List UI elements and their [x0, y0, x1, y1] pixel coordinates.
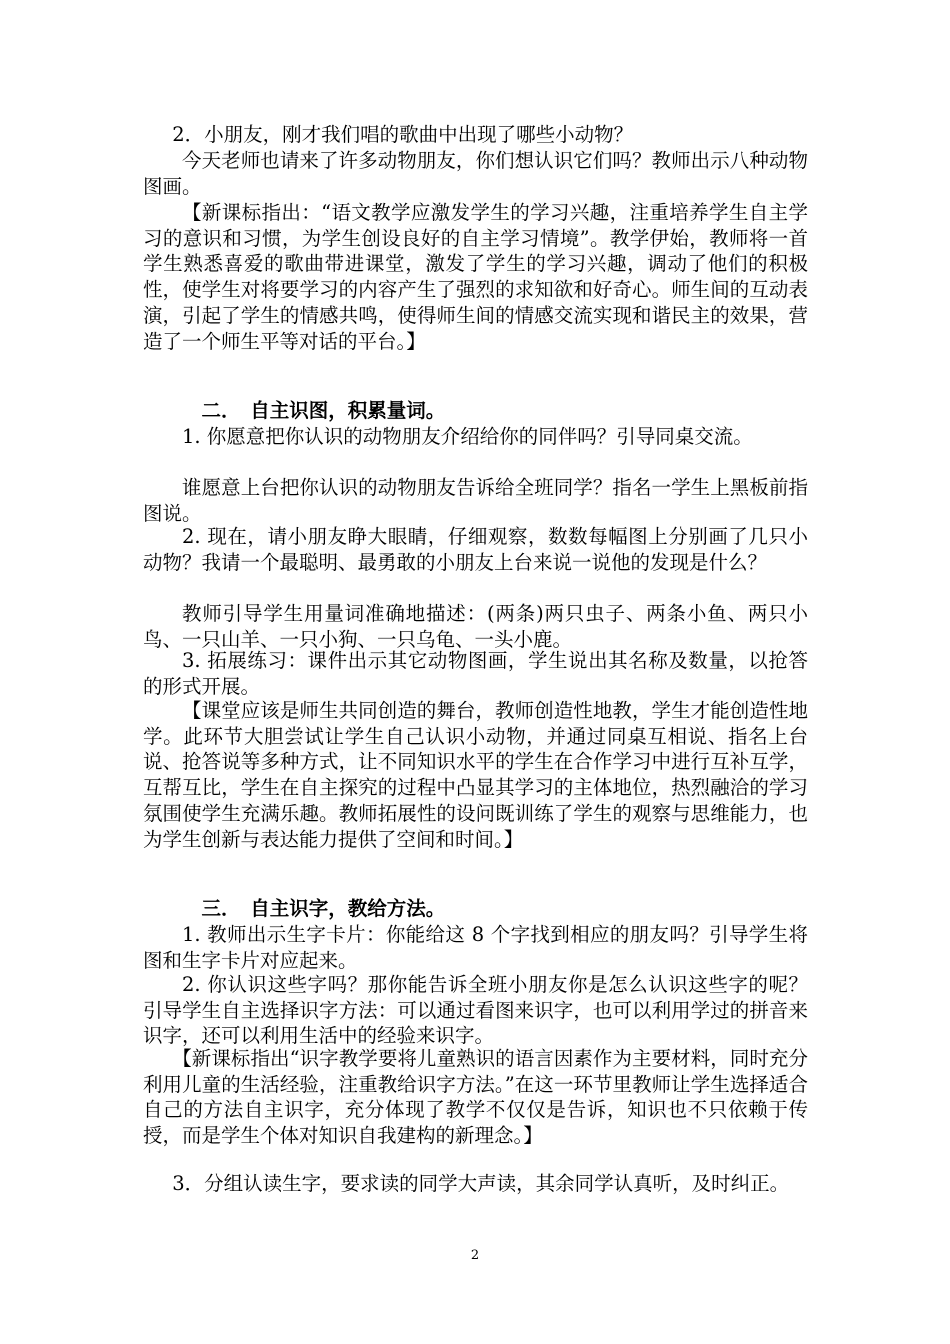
- paragraph-commentary-2: 【课堂应该是师生共同创造的舞台，教师创造性地教，学生才能创造性地学。此环节大胆尝试让学生自己认识小动物，并通过同桌互相说、指名上台说、抢答说等多种方式，让不同知识水平的学生在合作学习中进行互补互学，互帮互比，学生在自主探究的过程中凸显其学习的主体地位，热烈融洽的学习氛围使学生充满乐趣。教师拓展性的设问既训练了学生的观察与思维能力，也为学生创新与表达能力提供了空间和时间。】: [143, 699, 808, 851]
- paragraph-step-2-3: 3. 拓展练习：课件出示其它动物图画，学生说出其名称及数量，以抢答的形式开展。: [143, 649, 808, 698]
- paragraph-step-2-2: 2. 现在，请小朋友睁大眼睛，仔细观察，数数每幅图上分别画了几只小动物？我请一个最聪明、最勇敢的小朋友上台来说一说他的发现是什么？: [143, 525, 808, 574]
- section-heading-3: 三． 自主识字，教给方法。: [201, 897, 446, 920]
- page-number: 2: [470, 1248, 480, 1263]
- paragraph-commentary-1: 【新课标指出：“语文教学应激发学生的学习兴趣，注重培养学生自主学习的意识和习惯，为学生创设良好的自主学习情境”。教学伊始，教师将一首学生熟悉喜爱的歌曲带进课堂，激发了学生的学习兴趣，调动了他们的积极性，使学生对将要学习的内容产生了强烈的求知欲和好奇心。师生间的互动表演，引起了学生的情感共鸣，使得师生间的情感交流实现和谐民主的效果，营造了一个师生平等对话的平台。】: [143, 201, 808, 353]
- paragraph-step-3-1: 1. 教师出示生字卡片：你能给这 8 个字找到相应的朋友吗？引导学生将图和生字卡片对应起来。: [143, 923, 808, 972]
- paragraph-step-2-1b: 谁愿意上台把你认识的动物朋友告诉给全班同学？指名一学生上黑板前指图说。: [143, 476, 808, 525]
- paragraph-step-2-2b: 教师引导学生用量词准确地描述：(两条)两只虫子、两条小鱼、两只小鸟、一只山羊、一只小狗、一只乌龟、一头小鹿。: [143, 602, 808, 651]
- section-heading-2: 二． 自主识图，积累量词。: [201, 399, 446, 422]
- paragraph-step-3-2: 2. 你认识这些字吗？那你能告诉全班小朋友你是怎么认识这些字的呢？引导学生自主选择识字方法：可以通过看图来识字，也可以利用学过的拼音来识字，还可以利用生活中的经验来识字。: [143, 973, 808, 1048]
- paragraph-step-2-1: 1. 你愿意把你认识的动物朋友介绍给你的同伴吗？引导同桌交流。: [182, 425, 753, 448]
- paragraph-commentary-3: 【新课标指出“识字教学要将儿童熟识的语言因素作为主要材料，同时充分利用儿童的生活经验，注重教给识字方法。”在这一环节里教师让学生选择适合自己的方法自主识字，充分体现了教学不仅仅是告诉，知识也不只依赖于传授，而是学生个体对知识自我建构的新理念。】: [143, 1047, 808, 1148]
- paragraph-teacher-shows-pictures: 今天老师也请来了许多动物朋友，你们想认识它们吗？教师出示八种动物图画。: [143, 149, 808, 198]
- paragraph-question-animals: 2．小朋友，刚才我们唱的歌曲中出现了哪些小动物？: [172, 123, 634, 146]
- paragraph-step-3-3: 3．分组认读生字，要求读的同学大声读，其余同学认真听，及时纠正。: [172, 1172, 790, 1195]
